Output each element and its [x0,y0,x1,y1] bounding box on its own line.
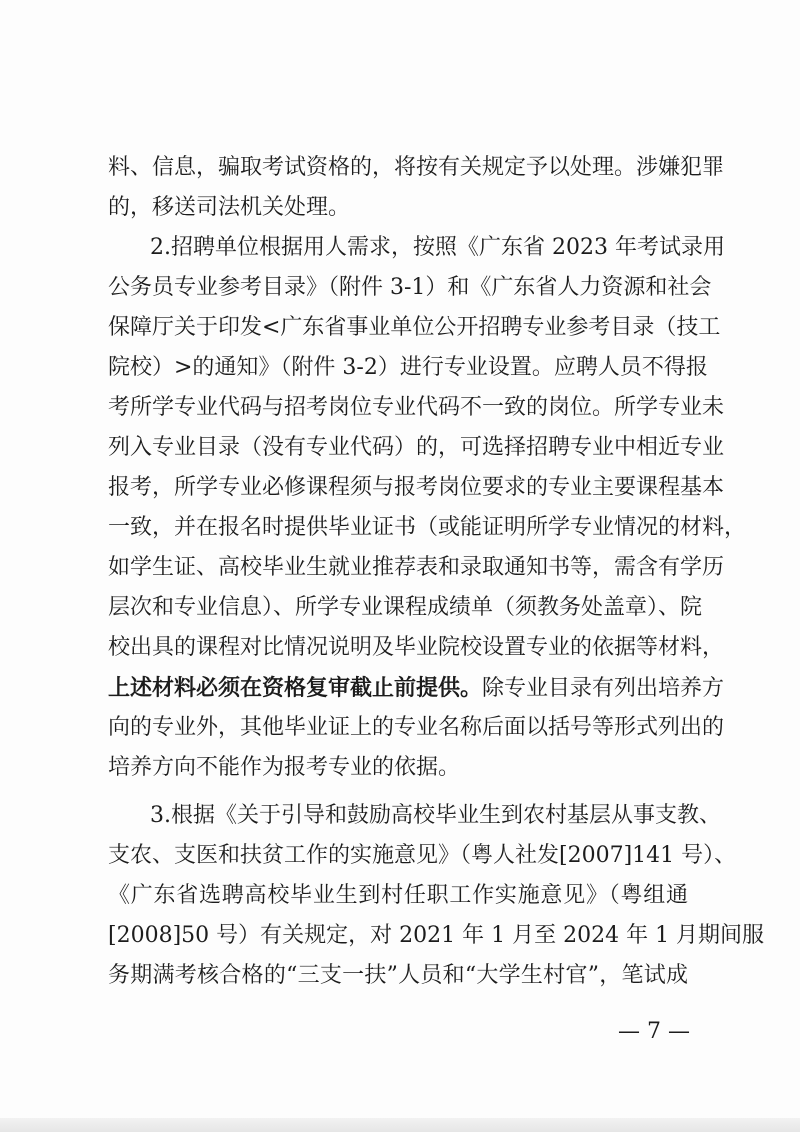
paragraph-3-start: 3.根据《关于引导和鼓励高校毕业生到农村基层从事支教、 [150,803,721,828]
body-line: 一致，并在报名时提供毕业证书（或能证明所学专业情况的材料， [108,515,747,540]
body-line: 考所学专业代码与招考岗位专业代码不一致的岗位。所学专业未 [108,395,725,420]
body-line: 务期满考核合格的“三支一扶”人员和“大学生村官”，笔试成 [108,963,688,988]
body-line: 的，移送司法机关处理。 [108,195,351,220]
scan-edge [0,1118,800,1132]
body-line: 院校）>的通知》（附件 3-2）进行专业设置。应聘人员不得报 [108,355,708,380]
paragraph-2-start: 2.招聘单位根据用人需求，按照《广东省 2023 年考试录用 [150,235,725,260]
body-line: 支农、支医和扶贫工作的实施意见》（粤人社发[2007]141 号）、 [108,843,737,868]
body-line-with-emphasis [108,670,725,706]
page-number: — 7 — [618,1019,690,1044]
body-line: 校出具的课程对比情况说明及毕业院校设置专业的依据等材料， [108,635,725,660]
body-line: 培养方向不能作为报考专业的依据。 [108,755,461,780]
body-line: [2008]50 号）有关规定，对 2021 年 1 月至 2024 年 1 月期间服 [108,923,765,948]
body-line: 报考，所学专业必修课程须与报考岗位要求的专业主要课程基本 [108,475,725,500]
body-line: 如学生证、高校毕业生就业推荐表和录取通知书等，需含有学历 [108,555,725,580]
body-line: 层次和专业信息）、所学专业课程成绩单（须教务处盖章）、院 [108,595,703,620]
body-text: 除专业目录有列出培养方 [482,676,725,701]
body-line: 列入专业目录（没有专业代码）的，可选择招聘专业中相近专业 [108,435,725,460]
bold-emphasis: 上述材料必须在资格复审截止前提供。 [108,675,483,701]
body-line: 料、信息，骗取考试资格的，将按有关规定予以处理。涉嫌犯罪 [108,155,725,180]
body-line: 保障厅关于印发<广东省事业单位公开招聘专业参考目录（技工 [108,315,721,340]
body-line: 向的专业外，其他毕业证上的专业名称后面以括号等形式列出的 [108,715,725,740]
body-line: 《广东省选聘高校毕业生到村任职工作实施意见》（粤组通 [108,883,688,908]
body-line: 公务员专业参考目录》（附件 3-1）和《广东省人力资源和社会 [108,275,712,300]
